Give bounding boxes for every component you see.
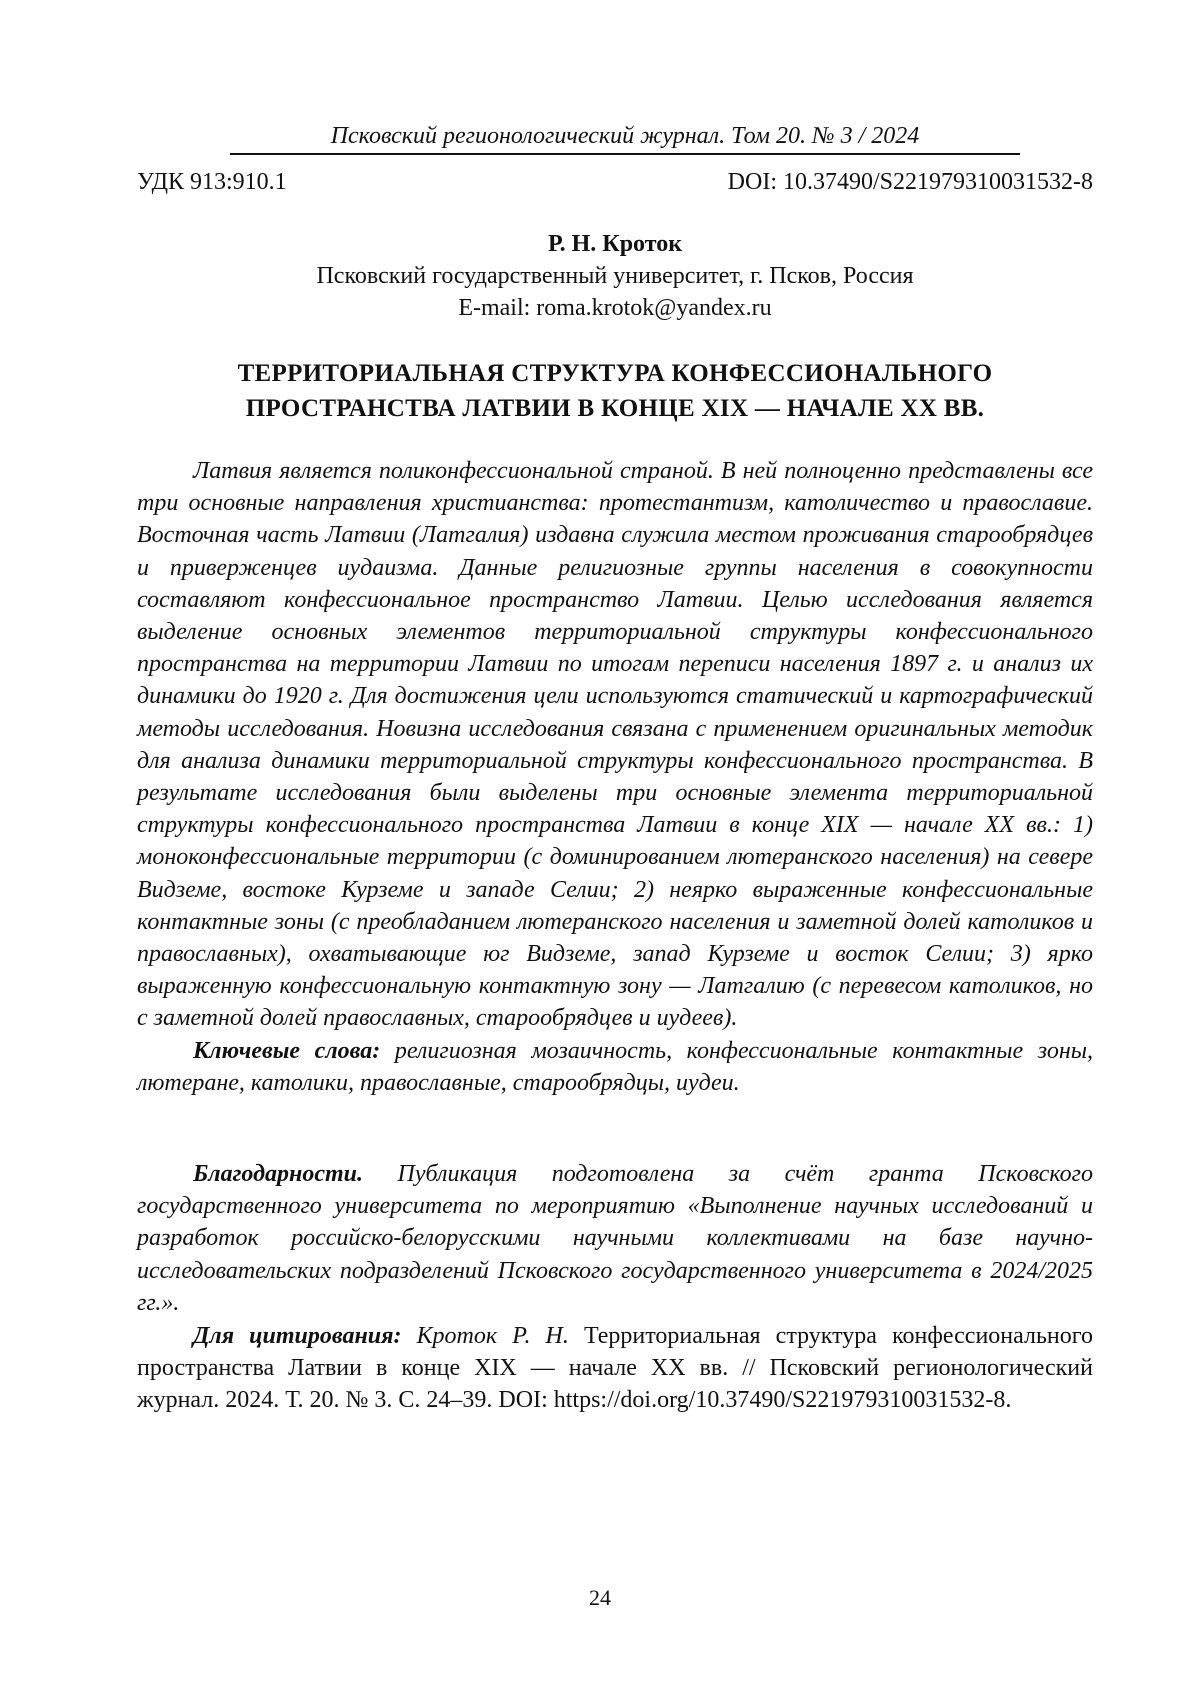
title-line-2: ПРОСТРАНСТВА ЛАТВИИ В КОНЦЕ XIX — НАЧАЛЕ XX ВВ. — [137, 391, 1093, 426]
citation-text: Территориальная структура конфессионального пространства Латвии в конце XIX — начале XX вв. // Псковский регионологический журнал. 2024. Т. 20. № 3. С. 24–39. DOI: https://doi.org/10.37490/S221979310031532-8. — [137, 1323, 1093, 1413]
acknowledgments-paragraph — [137, 1158, 1093, 1319]
acknowledgments-text: Публикация подготовлена за счёт гранта Псковского государственного университета по мероприятию «Выполнение научных исследований и разработок российско-белорусскими научными коллективами на базе научно-исследовательских подразделений Псковского государственного университета в 2024/2025 гг.». — [137, 1161, 1093, 1316]
page-number: 24 — [0, 1584, 1200, 1612]
keywords-text: религиозная мозаичность, конфессиональные контактные зоны, лютеране, католики, православные, старообрядцы, иудеи. — [137, 1038, 1093, 1096]
acknowledgments-label: Благодарности. — [193, 1161, 363, 1187]
citation-block — [137, 1320, 1093, 1417]
acknowledgments-block — [137, 1158, 1093, 1319]
meta-row — [137, 167, 1093, 197]
title-line-1: ТЕРРИТОРИАЛЬНАЯ СТРУКТУРА КОНФЕССИОНАЛЬНОГО — [137, 356, 1093, 391]
author-email: E-mail: roma.krotok@yandex.ru — [137, 292, 1093, 324]
author-block — [137, 228, 1093, 324]
keywords-label: Ключевые слова: — [193, 1038, 380, 1064]
journal-header: Псковский регионологический журнал. Том 20. № 3 / 2024 — [230, 121, 1020, 155]
abstract-text: Латвия является поликонфессиональной страной. В ней полноценно представлены все три основные направления христианства: протестантизм, католичество и православие. Восточная часть Латвии (Латгалия) издавна служила местом проживания старообрядцев и приверженцев иудаизма. Данные религиозные группы населения в совокупности составляют конфессиональное пространство Латвии. Целью исследования является выделение основных элементов территориальной структуры конфессионального пространства на территории Латвии по итогам переписи населения 1897 г. и анализ их динамики до 1920 г. Для достижения цели используются статический и картографический методы исследования. Новизна исследования связана с применением оригинальных методик для анализа динамики территориальной структуры конфессионального пространства. В результате исследования были выделены три основные элемента территориальной структуры конфессионального пространства Латвии в конце XIX — начале XX вв.: 1) моноконфессиональные территории (с доминированием лютеранского населения) на севере Видземе, востоке Курземе и западе Селии; 2) неярко выраженные конфессиональные контактные зоны (с преобладанием лютеранского населения и заметной долей католиков и православных), охватывающие юг Видземе, запад Курземе и восток Селии; 3) ярко выраженную конфессиональную контактную зону — Латгалию (с перевесом католиков, но с заметной долей православных, старообрядцев и иудеев). — [137, 455, 1093, 1035]
keywords-paragraph — [137, 1035, 1093, 1099]
article-title — [137, 356, 1093, 426]
author-affiliation: Псковский государственный университет, г. Псков, Россия — [137, 260, 1093, 292]
citation-author: Кроток Р. Н. — [417, 1323, 569, 1349]
citation-paragraph — [137, 1320, 1093, 1417]
citation-label: Для цитирования: — [193, 1323, 401, 1349]
author-name: Р. Н. Кроток — [137, 228, 1093, 260]
abstract-block — [137, 455, 1093, 1099]
udk-code: УДК 913:910.1 — [137, 167, 287, 197]
doi-code: DOI: 10.37490/S221979310031532-8 — [728, 167, 1093, 197]
